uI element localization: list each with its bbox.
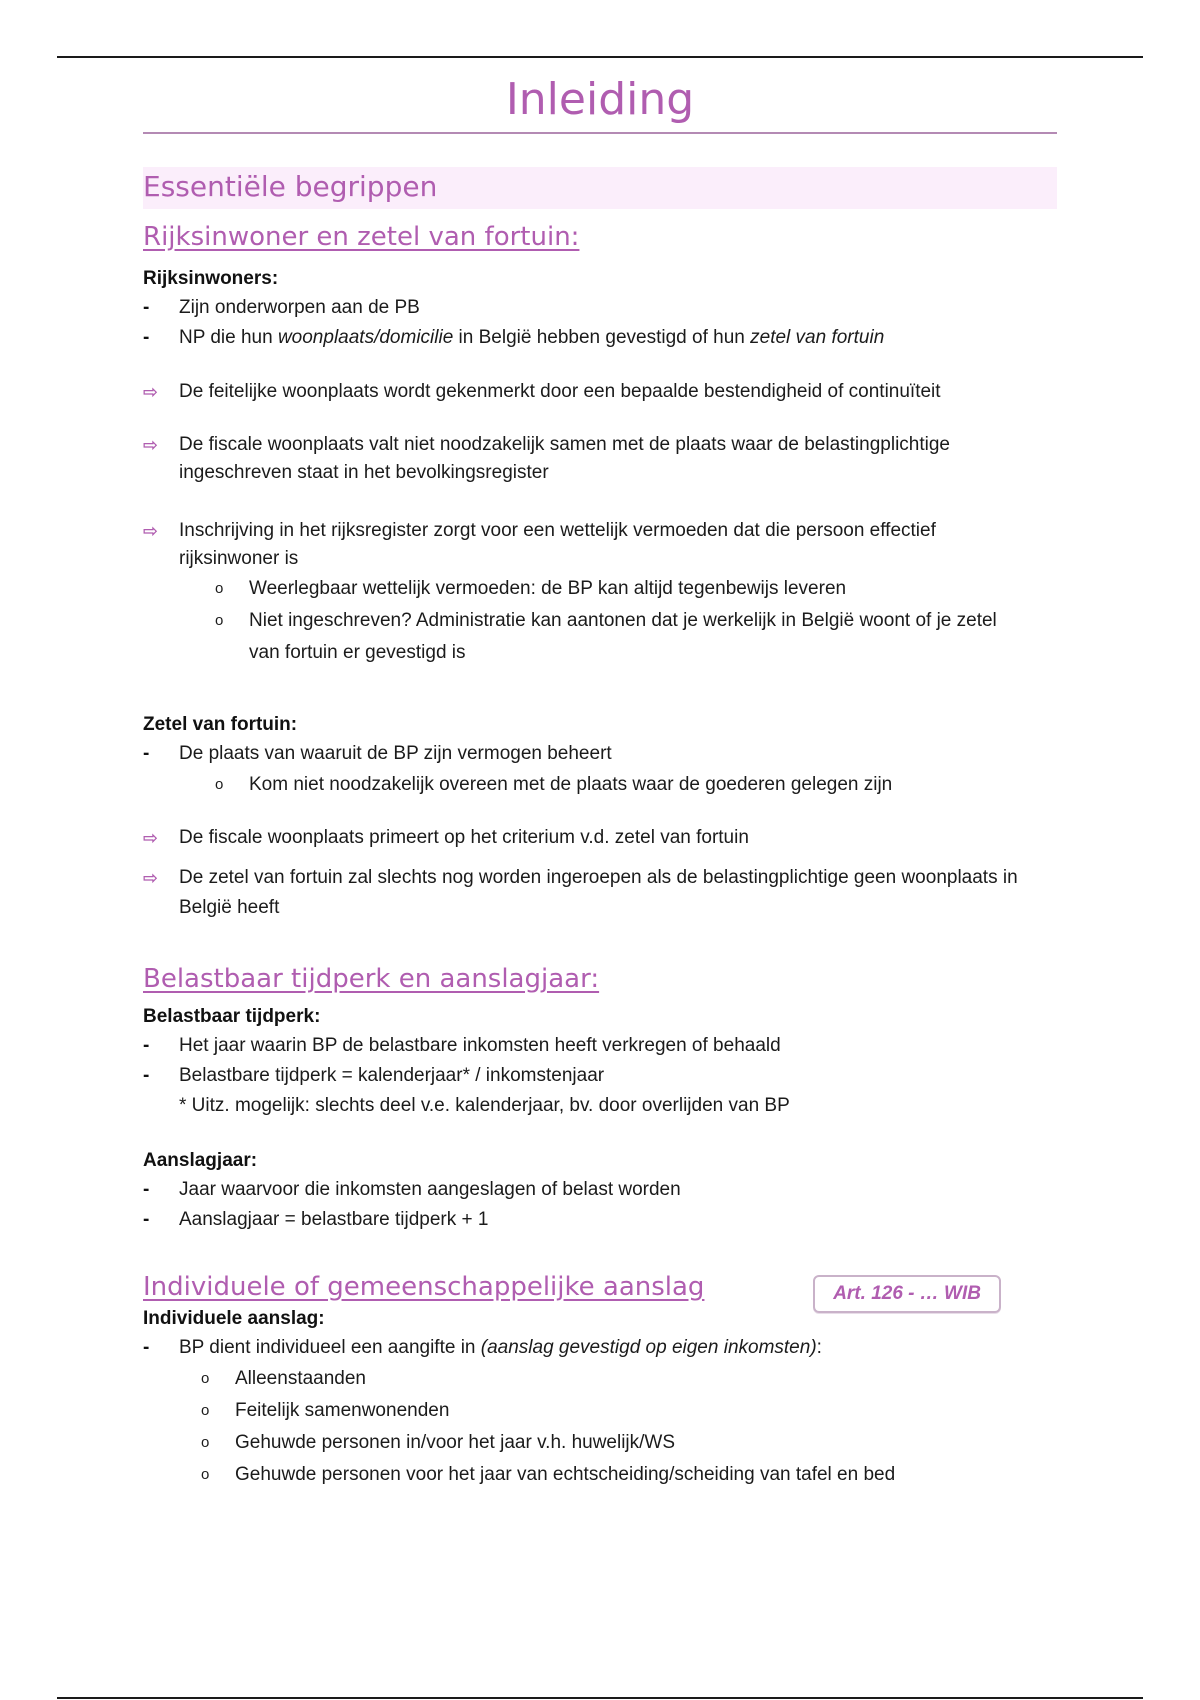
circle-bullet: o: [201, 1466, 210, 1483]
circle-bullet: o: [201, 1402, 210, 1419]
bottom-rule: [57, 1697, 1143, 1699]
dash-bullet: -: [143, 1337, 150, 1358]
heading-individuele: Individuele of gemeenschappelijke aanslag: [143, 1272, 705, 1302]
arrow-icon: ⇨: [143, 828, 159, 848]
circle-bullet: o: [215, 580, 224, 597]
list-item: - Aanslagjaar = belastbare tijdperk + 1: [143, 1205, 1057, 1235]
list-item: - Jaar waarvoor die inkomsten aangeslagen of belast worden: [143, 1175, 1057, 1205]
label-aanslagjaar: Aanslagjaar:: [143, 1150, 258, 1171]
arrow-icon: ⇨: [143, 435, 159, 455]
dash-bullet: -: [143, 1179, 150, 1200]
dash-bullet: -: [143, 327, 150, 348]
list-item: - Het jaar waarin BP de belastbare inkomsten heeft verkregen of behaald: [143, 1031, 1057, 1061]
arrow-item: ⇨ De zetel van fortuin zal slechts nog worden ingeroepen als de belastingplichtige geen woonplaats in België heeft: [143, 863, 1057, 923]
dash-bullet: -: [143, 1065, 150, 1086]
dash-bullet: -: [143, 743, 150, 764]
list-item: - NP die hun woonplaats/domicilie in België hebben gevestigd of hun zetel van fortuin: [143, 323, 1057, 353]
circle-bullet: o: [215, 612, 224, 629]
label-zetel: Zetel van fortuin:: [143, 714, 298, 735]
arrow-item: ⇨ De feitelijke woonplaats wordt gekenmerkt door een bepaalde bestendigheid of continuïteit: [143, 377, 1057, 407]
footnote-text: * Uitz. mogelijk: slechts deel v.e. kalenderjaar, bv. door overlijden van BP: [179, 1095, 790, 1116]
arrow-icon: ⇨: [143, 868, 159, 888]
list-item: - Belastbare tijdperk = kalenderjaar* / inkomstenjaar: [143, 1061, 1057, 1091]
arrow-item: ⇨ Inschrijving in het rijksregister zorgt voor een wettelijk vermoeden dat die persoon effectief rijksinwoner is: [143, 517, 1057, 573]
circle-bullet: o: [215, 776, 224, 793]
sub-item: o Alleenstaanden: [143, 1363, 1057, 1395]
circle-bullet: o: [201, 1370, 210, 1387]
sub-item: o Niet ingeschreven? Administratie kan aantonen dat je werkelijk in België woont of je zetel van fortuin er gevestigd is: [143, 605, 1057, 669]
arrow-icon: ⇨: [143, 521, 159, 541]
page-title: Inleiding: [143, 70, 1057, 134]
list-item: - De plaats van waaruit de BP zijn vermogen beheert: [143, 739, 1057, 769]
heading-rijksinwoner: Rijksinwoner en zetel van fortuin:: [143, 222, 580, 252]
top-rule: [57, 56, 1143, 58]
article-reference-box: Art. 126 - … WIB: [813, 1275, 1001, 1313]
sub-item: o Weerlegbaar wettelijk vermoeden: de BP kan altijd tegenbewijs leveren: [143, 573, 1057, 605]
label-rijksinwoners: Rijksinwoners:: [143, 268, 279, 289]
arrow-item: ⇨ De fiscale woonplaats valt niet noodzakelijk samen met de plaats waar de belastingplichtige ingeschreven staat in het bevolkingsregister: [143, 431, 1057, 487]
dash-bullet: -: [143, 1035, 150, 1056]
sub-item: o Feitelijk samenwonenden: [143, 1395, 1057, 1427]
sub-item: o Gehuwde personen in/voor het jaar v.h. huwelijk/WS: [143, 1427, 1057, 1459]
document-page: [143, 62, 1057, 1491]
heading-belastbaar: Belastbaar tijdperk en aanslagjaar:: [143, 964, 600, 994]
list-item: - BP dient individueel een aangifte in (aanslag gevestigd op eigen inkomsten):: [143, 1333, 1057, 1363]
list-item: - Zijn onderworpen aan de PB: [143, 293, 1057, 323]
dash-bullet: -: [143, 1209, 150, 1230]
label-belastbaar-tijdperk: Belastbaar tijdperk:: [143, 1006, 321, 1027]
section-heading: Essentiële begrippen: [143, 167, 1057, 209]
label-individuele-aanslag: Individuele aanslag:: [143, 1308, 325, 1329]
sub-item: o Gehuwde personen voor het jaar van echtscheiding/scheiding van tafel en bed: [143, 1459, 1057, 1491]
sub-item: o Kom niet noodzakelijk overeen met de plaats waar de goederen gelegen zijn: [143, 769, 1057, 801]
arrow-icon: ⇨: [143, 382, 159, 402]
circle-bullet: o: [201, 1434, 210, 1451]
arrow-item: ⇨ De fiscale woonplaats primeert op het criterium v.d. zetel van fortuin: [143, 823, 1057, 853]
dash-bullet: -: [143, 297, 150, 318]
